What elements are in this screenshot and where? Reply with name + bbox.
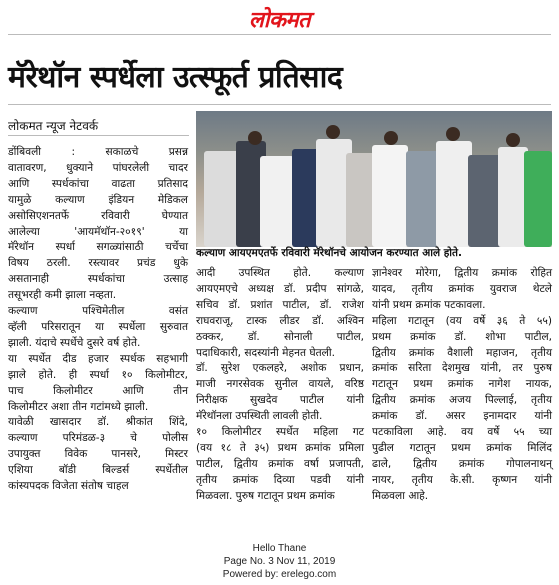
article-line: मॅरेथॉनला उपस्थिती लावली होती. <box>196 410 323 423</box>
article-line: विषय ठरली. रस्त्यावर प्रचंड धुके <box>8 257 188 270</box>
article-line: व्हॅली परिसरातून या स्पर्धेला सुरुवात <box>8 320 188 333</box>
article-line: क्रमांक सरिता देशमुख यांनी, तर पुरुष <box>372 362 552 375</box>
article-line: आणि स्पर्धकांचा वाढता प्रतिसाद <box>8 177 188 190</box>
article-line: १० किलोमीटर स्पर्धेत महिला गट <box>196 426 364 439</box>
article-line: मिळवला. पुरुष गटातून प्रथम क्रमांक <box>196 489 335 502</box>
marathon-photo <box>196 111 552 247</box>
article-line: माजी नगरसेवक सुनील वायले, वरिष्ठ <box>196 378 364 391</box>
article-line: यांनी प्रथम क्रमांक पटकावला. <box>372 298 486 311</box>
footer-page-date: Page No. 3 Nov 11, 2019 <box>223 556 336 567</box>
article-line: किलोमीटर अशा तीन गटांमध्ये झाली. <box>8 400 149 413</box>
article-line: ठक्कर, डॉ. सोनाली पाटील, <box>196 330 364 343</box>
footer-publication: Hello Thane <box>252 543 307 554</box>
headline-divider <box>8 104 551 105</box>
article-line: पदाधिकारी, सदस्यांनी मेहनत घेतली. <box>196 346 335 359</box>
article-line: सचिव डॉ. प्रशांत पाटील, डॉ. राजेश <box>196 298 364 311</box>
article-line: कल्याण पश्चिमेतील वसंत <box>8 305 188 318</box>
article-line: डोंबिवली : सकाळचे प्रसन्न <box>8 146 188 158</box>
photo-caption: कल्याण आयएमएतर्फे रविवारी मॅरेथॉनचे आयोजन करण्यात आले होते. <box>196 247 462 259</box>
article-line: द्वितीय क्रमांक अजय पिल्लाई, तृतीय <box>372 394 552 407</box>
article-line: पटकाविला आहे. वय वर्षे ५५ च्या <box>372 426 552 439</box>
article-line: यादव, तृतीय क्रमांक युवराज थेटले <box>372 282 552 295</box>
article-line: द्वितीय क्रमांक वैशाली महाजन, तृतीय <box>372 346 552 359</box>
article-line: निरीक्षक सुखदेव पाटील यांनी <box>196 394 364 407</box>
article-line: आयएमएचे अध्यक्ष डॉ. प्रदीप सांगळे, <box>196 282 364 295</box>
article-line: एशिया बॉडी बिल्डर्स स्पर्धेतील <box>8 464 188 477</box>
article-line: असतानाही स्पर्धकांचा उत्साह <box>8 273 188 286</box>
article-line: ज्ञानेश्वर मोरेगा, द्वितीय क्रमांक रोहित <box>372 267 552 279</box>
article-line: पाटील, द्वितीय क्रमांक वर्षा प्रजापती, <box>196 457 364 470</box>
headline: मॅरेथॉन स्पर्धेला उत्स्फूर्त प्रतिसाद <box>8 60 343 95</box>
article-line: क्रमांक डॉ. असर इनामदार यांनी <box>372 410 552 423</box>
article-line: ढाले, द्वितीय क्रमांक गोपालनाथन् <box>372 457 552 470</box>
article-line: तृतीय क्रमांक दिव्या पडवी यांनी <box>196 473 364 486</box>
article-line: झाले होते. ही स्पर्धा १० किलोमीटर, <box>8 368 188 381</box>
lokmat-logo: लोकमत <box>248 7 311 33</box>
article-line: झाली. यंदाचे स्पर्धेचे दुसरे वर्ष होते. <box>8 336 141 349</box>
article-line: महिला गटातून (वय वर्षे ३६ ते ५५) <box>372 314 552 327</box>
article-line: उपायुक्त विवेक पानसरे, मिस्टर <box>8 448 188 461</box>
article-line: पुढील गटातून प्रथम क्रमांक मिलिंद <box>372 441 552 454</box>
article-line: या स्पर्धेत दीड हजार स्पर्धक सहभागी <box>8 352 188 365</box>
article-line: आदी उपस्थित होते. कल्याण <box>196 267 364 279</box>
article-line: राघवराजू, टास्क लीडर डॉ. अश्विन <box>196 314 364 327</box>
article-line: मिळवला आहे. <box>372 489 429 502</box>
article-line: कल्याण परिमंडळ-३ चे पोलीस <box>8 432 188 445</box>
article-line: वातावरण, धुक्याने पांघरलेली चादर <box>8 161 188 174</box>
byline: लोकमत न्यूज नेटवर्क <box>8 119 99 133</box>
article-line: डॉ. सुरेश एकलहरे, अशोक प्रधान, <box>196 362 364 375</box>
article-line: कांस्यपदक विजेता संतोष चाहल <box>8 480 129 493</box>
masthead-divider <box>8 34 551 35</box>
article-column-1 <box>8 145 188 495</box>
article-column-2 <box>196 266 364 505</box>
article-line: गटातून प्रथम क्रमांक नागेश नायक, <box>372 378 552 391</box>
article-line: असोसिएशनतर्फे रविवारी घेण्यात <box>8 209 188 222</box>
article-line: नायर, तृतीय के.सी. कृष्णन यांनी <box>372 473 552 486</box>
article-line: यामुळे कल्याण इंडियन मेडिकल <box>8 193 188 206</box>
article-line: पाच किलोमीटर आणि तीन <box>8 384 188 397</box>
footer-powered-by: Powered by: erelego.com <box>222 569 337 580</box>
article-line: तसूभरही कमी झाला नव्हता. <box>8 289 117 302</box>
article-line: यावेळी खासदार डॉ. श्रीकांत शिंदे, <box>8 416 188 429</box>
article-line: मॅरेथॉन स्पर्धा सगळ्यांसाठी चर्चेचा <box>8 241 188 254</box>
masthead <box>0 4 559 34</box>
article-line: प्रथम क्रमांक डॉ. शोभा पाटील, <box>372 330 552 343</box>
article-line: आलेल्या 'आयमॅथॉन-२०१९' या <box>8 225 188 238</box>
article-column-3 <box>372 266 552 505</box>
article-line: (वय १८ ते ३५) प्रथम क्रमांक प्रमिला <box>196 441 364 454</box>
byline-divider <box>8 135 189 136</box>
